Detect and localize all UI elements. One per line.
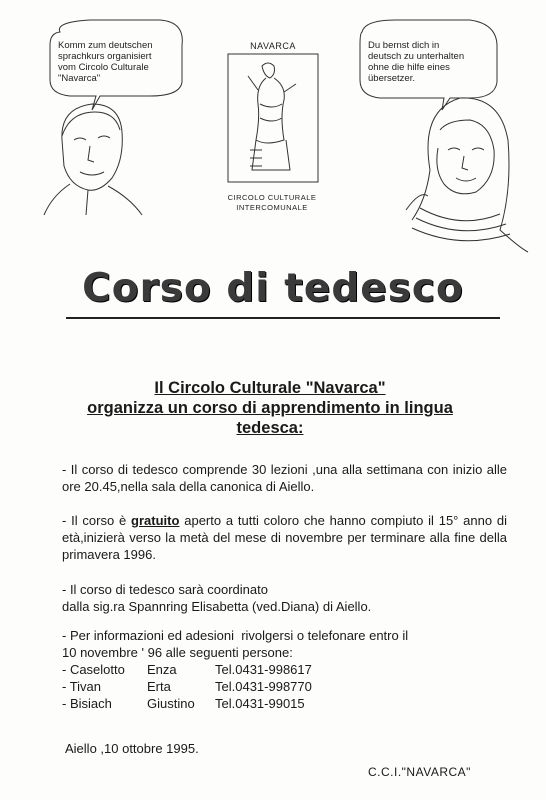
contact-surname: - Tivan <box>62 679 102 694</box>
heading-line: Il Circolo Culturale "Navarca" <box>154 379 386 397</box>
contact-row <box>62 661 312 678</box>
contact-phone: Tel.0431-998770 <box>215 679 312 694</box>
bubble-line: ohne die hilfe eines <box>368 62 450 73</box>
contact-name: Enza <box>147 662 177 677</box>
bubble-line: "Navarca" <box>58 73 101 84</box>
contact-list <box>62 661 312 712</box>
paragraph-free-course <box>62 512 507 563</box>
man-portrait-drawing <box>44 104 142 215</box>
paragraph-line: 10 novembre ' 96 alle seguenti persone: <box>62 645 293 660</box>
paragraph-text: - Il corso è <box>62 513 132 528</box>
logo-subtitle-line: INTERCOMUNALE <box>236 203 308 212</box>
logo-title: NAVARCA <box>250 41 296 51</box>
paragraph-text: aperto a tutti coloro che hanno compiuto il 15° anno di età,inizierà verso la metà del mese di novembre per terminare alla fine della primavera 1996. <box>62 513 508 562</box>
paragraph-coordinator <box>62 581 507 615</box>
bubble-line: deutsch zu unterhalten <box>368 51 465 62</box>
signature: C.C.I."NAVARCA" <box>368 765 471 779</box>
paragraph-information <box>62 627 507 661</box>
paragraph-line: - Il corso di tedesco sarà coordinato <box>62 582 268 597</box>
illustration-layer <box>0 0 546 260</box>
contact-phone: Tel.0431-998617 <box>215 662 312 677</box>
section-heading <box>60 378 480 438</box>
paragraph-lessons: - Il corso di tedesco comprende 30 lezioni ,una alla settimana con inizio alle ore 20.45,nella sala della canonica di Aiello. <box>62 462 507 494</box>
woman-portrait-drawing <box>406 98 528 252</box>
navarca-logo <box>228 54 318 182</box>
right-bubble-text <box>368 40 493 84</box>
document-date: Aiello ,10 ottobre 1995. <box>65 741 199 756</box>
contact-surname: - Bisiach <box>62 696 112 711</box>
logo-subtitle-line: CIRCOLO CULTURALE <box>227 193 317 202</box>
contact-phone: Tel.0431-99015 <box>215 696 305 711</box>
heading-line: tedesca: <box>236 419 304 437</box>
contact-row <box>62 678 312 695</box>
contact-surname: - Caselotto <box>62 662 125 677</box>
contact-row <box>62 695 312 712</box>
logo-subtitle <box>222 193 322 213</box>
bubble-line: vom Circolo Culturale <box>58 62 149 73</box>
heading-line: organizza un corso di apprendimento in lingua <box>87 399 453 417</box>
contact-name: Erta <box>147 679 171 694</box>
page-title: Corso di tedesco <box>82 266 464 311</box>
bubble-line: übersetzer. <box>368 73 415 84</box>
paragraph-line: dalla sig.ra Spannring Elisabetta (ved.Diana) di Aiello. <box>62 599 372 614</box>
bubble-line: Komm zum deutschen <box>58 40 153 51</box>
title-underline <box>66 317 500 319</box>
gratuito-emphasis: gratuito <box>131 513 180 528</box>
bubble-line: sprachkurs organisiert <box>58 51 152 62</box>
left-bubble-text <box>58 40 178 84</box>
bubble-line: Du bernst dich in <box>368 40 440 51</box>
paragraph-line: - Per informazioni ed adesioni rivolgersi o telefonare entro il <box>62 628 409 643</box>
contact-name: Giustino <box>147 696 195 711</box>
